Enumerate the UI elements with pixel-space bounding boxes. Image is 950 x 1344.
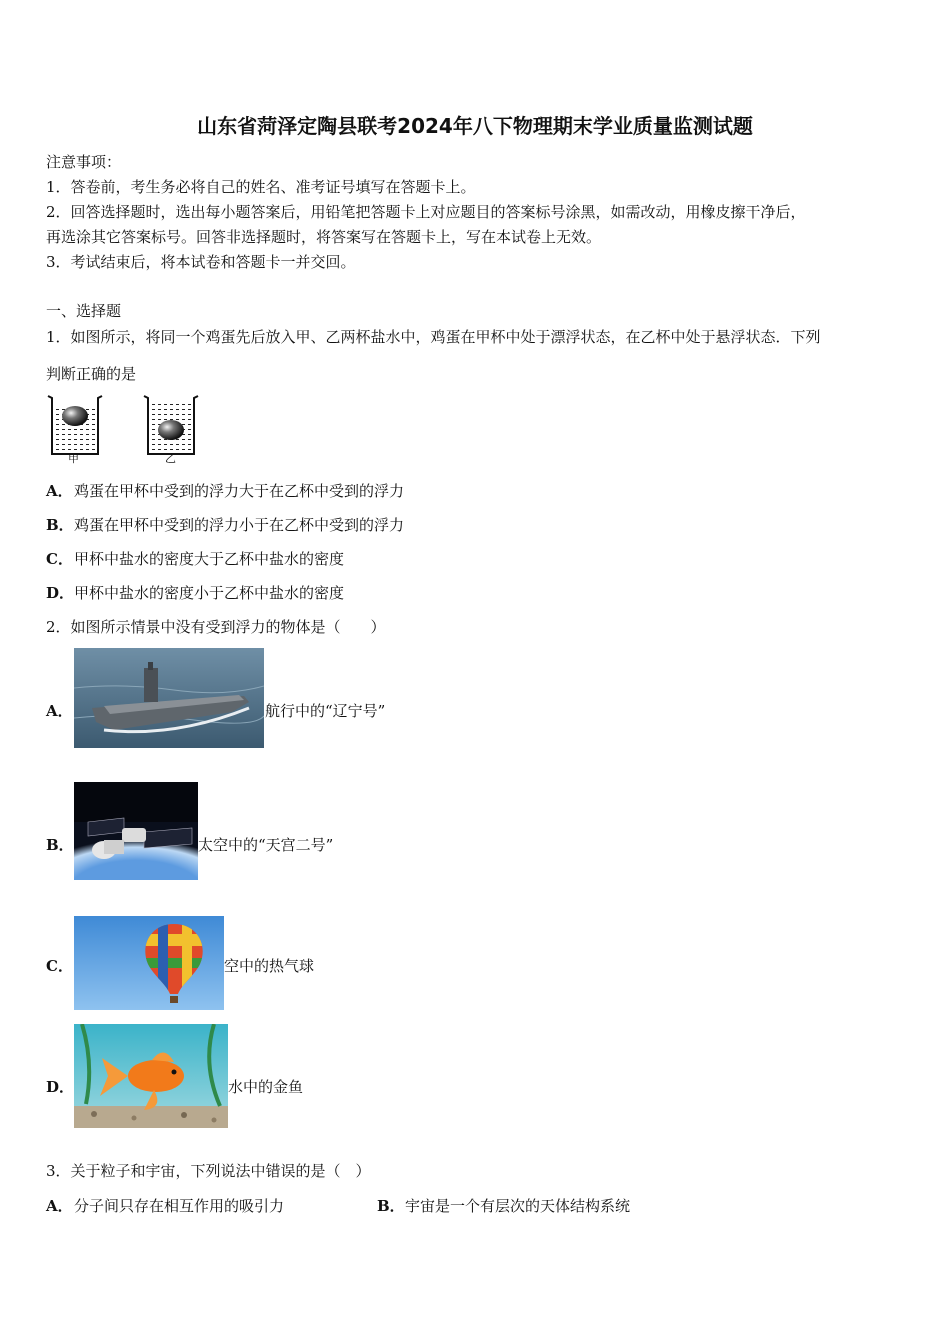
hot-air-balloon-image <box>74 916 224 1010</box>
q1-option-a-letter: A． <box>46 482 73 500</box>
q1-option-b-text: 鸡蛋在甲杯中受到的浮力小于在乙杯中受到的浮力 <box>74 516 405 534</box>
q1-option-d-text: 甲杯中盐水的密度小于乙杯中盐水的密度 <box>74 584 345 602</box>
q2-option-c-text: 空中的热气球 <box>224 957 315 975</box>
q2-option-a-letter: A． <box>46 702 73 720</box>
q2-option-b-letter: B． <box>46 836 74 854</box>
q3-option-b-text: 宇宙是一个有层次的天体结构系统 <box>405 1197 631 1215</box>
q2-option-d-text: 水中的金鱼 <box>228 1078 304 1096</box>
aircraft-carrier-image <box>74 648 264 748</box>
beaker-yi <box>144 396 198 454</box>
section-heading: 一、选择题 <box>46 302 122 320</box>
q1-option-b-letter: B． <box>46 516 74 534</box>
q1-stem-line2: 判断正确的是 <box>46 365 137 383</box>
q1-option-a-text: 鸡蛋在甲杯中受到的浮力大于在乙杯中受到的浮力 <box>74 482 405 500</box>
q2-option-d-letter: D． <box>46 1078 75 1096</box>
beaker-jia <box>48 396 102 454</box>
notice-heading: 注意事项： <box>46 153 122 171</box>
q1-option-c-text: 甲杯中盐水的密度大于乙杯中盐水的密度 <box>74 550 345 568</box>
q3-option-a-letter: A． <box>46 1197 73 1215</box>
cup-label-jia: 甲 <box>68 452 79 465</box>
notice-item: 2．回答选择题时，选出每小题答案后，用铅笔把答题卡上对应题目的答案标号涂黑，如需改动，用橡皮擦干净后， <box>46 203 806 221</box>
q3-option-a-text: 分子间只存在相互作用的吸引力 <box>74 1197 285 1215</box>
page-title: 山东省菏泽定陶县联考2024年八下物理期末学业质量监测试题 <box>197 114 753 138</box>
notice-item: 再选涂其它答案标号。回答非选择题时，将答案写在答题卡上，写在本试卷上无效。 <box>46 228 602 246</box>
q2-option-c-letter: C． <box>46 957 73 975</box>
cup-label-yi: 乙 <box>165 452 176 465</box>
q3-option-b-letter: B． <box>377 1197 405 1215</box>
q2-option-b-text: 太空中的“天宫二号” <box>198 836 334 854</box>
q2-stem: 2．如图所示情景中没有受到浮力的物体是（ ） <box>46 618 386 636</box>
q1-option-d-letter: D． <box>46 584 75 602</box>
notice-item: 3．考试结束后，将本试卷和答题卡一并交回。 <box>46 253 356 271</box>
q2-option-a-text: 航行中的“辽宁号” <box>265 702 386 720</box>
space-station-image <box>74 782 198 880</box>
goldfish-image <box>74 1024 228 1128</box>
q3-stem: 3．关于粒子和宇宙，下列说法中错误的是（ ） <box>46 1162 371 1180</box>
q1-option-c-letter: C． <box>46 550 73 568</box>
notice-item: 1．答卷前，考生务必将自己的姓名、准考证号填写在答题卡上。 <box>46 178 476 196</box>
q1-stem-line1: 1．如图所示，将同一个鸡蛋先后放入甲、乙两杯盐水中，鸡蛋在甲杯中处于漂浮状态，在乙杯中处于悬浮状态．下列 <box>46 328 821 346</box>
